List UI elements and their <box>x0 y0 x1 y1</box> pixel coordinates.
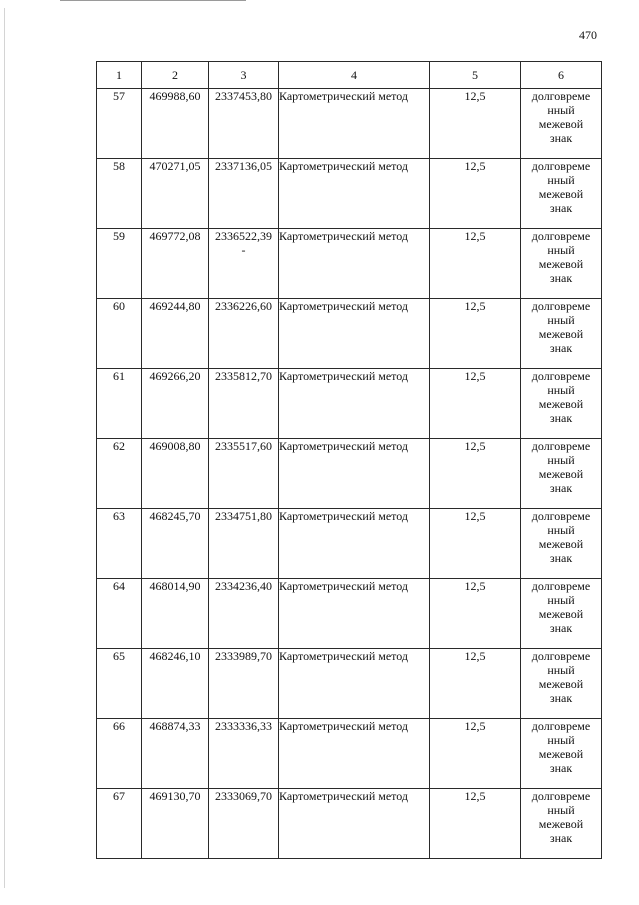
point-number-cell: 58 <box>97 159 142 229</box>
column-header-5: 5 <box>430 62 521 89</box>
table-row <box>97 89 602 159</box>
point-number-cell: 57 <box>97 89 142 159</box>
boundary-sign-cell: долговреме нный межевой знак <box>521 229 602 299</box>
boundary-sign-cell: долговреме нный межевой знак <box>521 299 602 369</box>
table-row <box>97 789 602 859</box>
y-coordinate-cell: 2334236,40 <box>209 579 279 649</box>
table-row <box>97 299 602 369</box>
point-number-cell: 67 <box>97 789 142 859</box>
y-coordinate-cell: 2333989,70 <box>209 649 279 719</box>
y-coordinate-cell: 2335517,60 <box>209 439 279 509</box>
method-cell: Картометрический метод <box>279 509 430 579</box>
accuracy-cell: 12,5 <box>430 789 521 859</box>
table-row <box>97 229 602 299</box>
y-coordinate-cell: 2334751,80 <box>209 509 279 579</box>
column-header-3: 3 <box>209 62 279 89</box>
method-cell: Картометрический метод <box>279 439 430 509</box>
point-number-cell: 65 <box>97 649 142 719</box>
y-coordinate-cell: 2333069,70 <box>209 789 279 859</box>
x-coordinate-cell: 468874,33 <box>142 719 209 789</box>
table-row <box>97 579 602 649</box>
point-number-cell: 63 <box>97 509 142 579</box>
boundary-sign-cell: долговреме нный межевой знак <box>521 649 602 719</box>
table-row <box>97 369 602 439</box>
x-coordinate-cell: 469008,80 <box>142 439 209 509</box>
column-header-4: 4 <box>279 62 430 89</box>
accuracy-cell: 12,5 <box>430 509 521 579</box>
point-number-cell: 66 <box>97 719 142 789</box>
scan-edge-top <box>60 0 246 1</box>
boundary-points-table <box>96 61 602 859</box>
method-cell: Картометрический метод <box>279 229 430 299</box>
boundary-sign-cell: долговреме нный межевой знак <box>521 579 602 649</box>
boundary-sign-cell: долговреме нный межевой знак <box>521 509 602 579</box>
x-coordinate-cell: 469130,70 <box>142 789 209 859</box>
boundary-sign-cell: долговреме нный межевой знак <box>521 439 602 509</box>
table-header-row <box>97 62 602 89</box>
column-header-6: 6 <box>521 62 602 89</box>
scan-edge-left <box>4 8 5 888</box>
table-row <box>97 159 602 229</box>
x-coordinate-cell: 469266,20 <box>142 369 209 439</box>
point-number-cell: 62 <box>97 439 142 509</box>
column-header-2: 2 <box>142 62 209 89</box>
method-cell: Картометрический метод <box>279 579 430 649</box>
x-coordinate-cell: 468014,90 <box>142 579 209 649</box>
table-row <box>97 439 602 509</box>
page-number: 470 <box>579 28 597 42</box>
accuracy-cell: 12,5 <box>430 439 521 509</box>
column-header-1: 1 <box>97 62 142 89</box>
accuracy-cell: 12,5 <box>430 159 521 229</box>
accuracy-cell: 12,5 <box>430 369 521 439</box>
point-number-cell: 59 <box>97 229 142 299</box>
accuracy-cell: 12,5 <box>430 299 521 369</box>
boundary-sign-cell: долговреме нный межевой знак <box>521 159 602 229</box>
method-cell: Картометрический метод <box>279 369 430 439</box>
table-row <box>97 719 602 789</box>
accuracy-cell: 12,5 <box>430 719 521 789</box>
accuracy-cell: 12,5 <box>430 89 521 159</box>
y-coordinate-cell: 2337453,80 <box>209 89 279 159</box>
point-number-cell: 64 <box>97 579 142 649</box>
point-number-cell: 61 <box>97 369 142 439</box>
y-coordinate-cell: 2335812,70 <box>209 369 279 439</box>
x-coordinate-cell: 468245,70 <box>142 509 209 579</box>
method-cell: Картометрический метод <box>279 89 430 159</box>
table-row <box>97 649 602 719</box>
table-row <box>97 509 602 579</box>
method-cell: Картометрический метод <box>279 299 430 369</box>
accuracy-cell: 12,5 <box>430 229 521 299</box>
boundary-sign-cell: долговреме нный межевой знак <box>521 369 602 439</box>
y-coordinate-cell: 2336522,39 - <box>209 229 279 299</box>
x-coordinate-cell: 469988,60 <box>142 89 209 159</box>
boundary-sign-cell: долговреме нный межевой знак <box>521 89 602 159</box>
boundary-sign-cell: долговреме нный межевой знак <box>521 789 602 859</box>
x-coordinate-cell: 469244,80 <box>142 299 209 369</box>
x-coordinate-cell: 469772,08 <box>142 229 209 299</box>
accuracy-cell: 12,5 <box>430 579 521 649</box>
x-coordinate-cell: 470271,05 <box>142 159 209 229</box>
y-coordinate-cell: 2337136,05 <box>209 159 279 229</box>
accuracy-cell: 12,5 <box>430 649 521 719</box>
method-cell: Картометрический метод <box>279 719 430 789</box>
boundary-sign-cell: долговреме нный межевой знак <box>521 719 602 789</box>
point-number-cell: 60 <box>97 299 142 369</box>
method-cell: Картометрический метод <box>279 159 430 229</box>
y-coordinate-cell: 2333336,33 <box>209 719 279 789</box>
y-coordinate-cell: 2336226,60 <box>209 299 279 369</box>
method-cell: Картометрический метод <box>279 649 430 719</box>
x-coordinate-cell: 468246,10 <box>142 649 209 719</box>
method-cell: Картометрический метод <box>279 789 430 859</box>
